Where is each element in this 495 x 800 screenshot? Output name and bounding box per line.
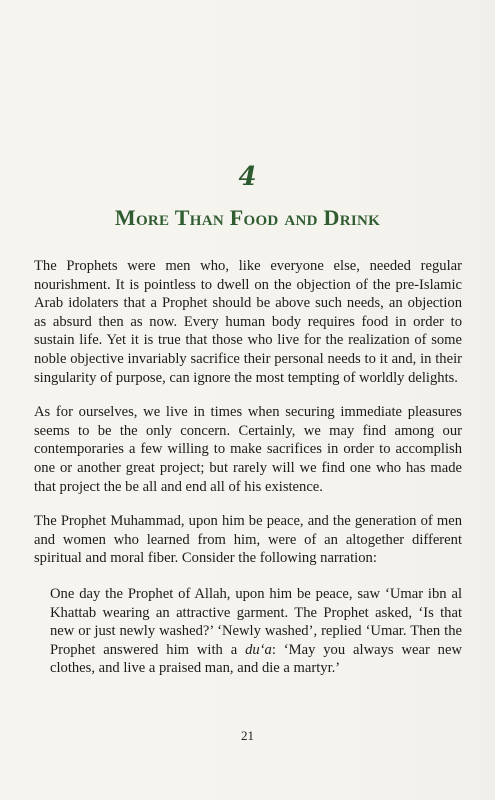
quote-text-start: One day the Prophet of Allah, upon him be peace, saw ‘Umar ibn al Khattab wearing an attractive garment. The Prophet asked, ‘Is that new or just newly washed?’ ‘Newly washed’, replied ‘Umar. Then the Prophet answered him with a — [50, 585, 462, 658]
paragraph-2: As for ourselves, we live in times when securing immediate pleasures seems to be the only concern. Certainly, we may find among our contemporaries a few willing to make sacrifices in order to accomplish one or another great project; but rarely will we find one who has made that project the be all and end all of his existence. — [34, 404, 462, 495]
quote-dua-term: du‘a — [245, 641, 272, 658]
block-quote — [50, 585, 462, 678]
page-number: 21 — [241, 728, 254, 743]
chapter-body — [34, 257, 462, 678]
paragraph-1: The Prophets were men who, like everyone else, needed regular nourishment. It is pointless to dwell on the objection of the pre-Islamic Arab idolaters that a Prophet should be above such needs, an objection as absurd then as now. Every human body requires food in order to sustain life. Yet it is true that those who live for the realization of some noble objective invariably sacrifice their personal needs to it and, in their singularity of purpose, can ignore the most tempting of worldly delights. — [34, 258, 462, 386]
chapter-number: 4 — [238, 162, 257, 192]
chapter-title: More Than Food and Drink — [114, 205, 381, 230]
quote-text-end: : ‘May you always wear new clothes, and live a praised man, and die a martyr.’ — [50, 641, 462, 677]
paragraph-3: The Prophet Muhammad, upon him be peace, and the generation of men and women who learned from him, were of an altogether different spiritual and moral fiber. Consider the following narration: — [34, 513, 462, 567]
